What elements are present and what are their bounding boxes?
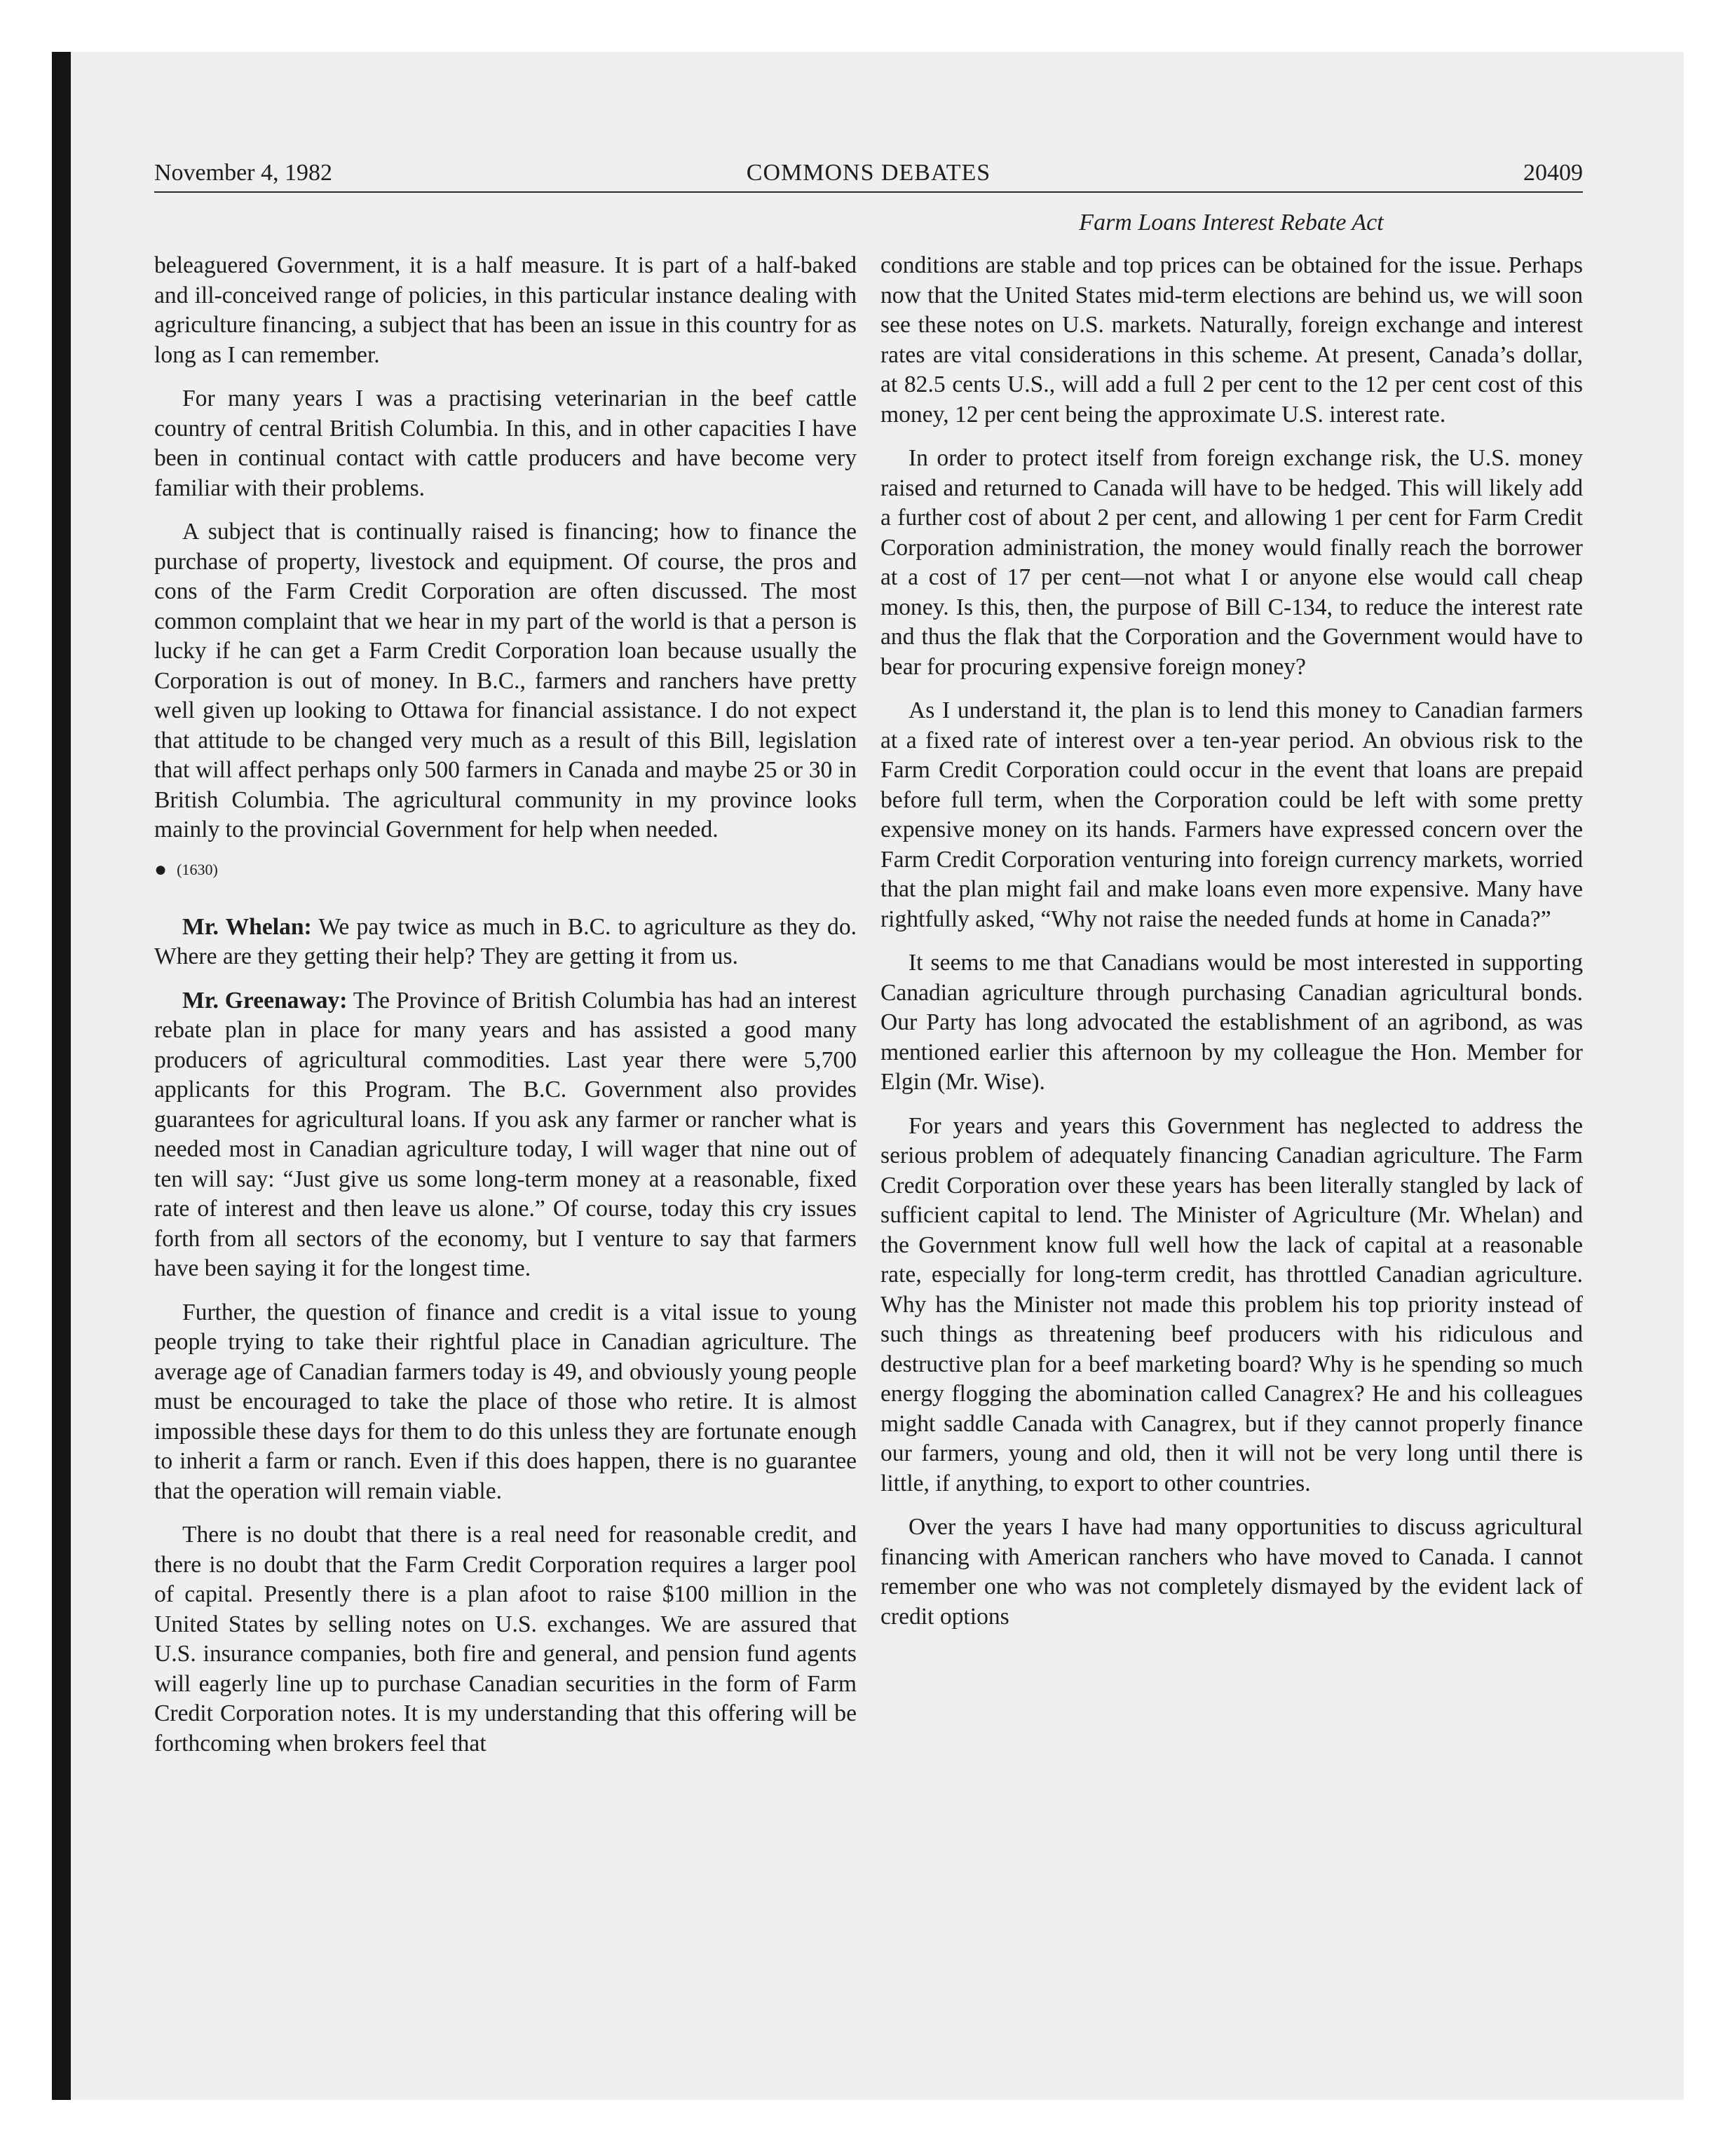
paragraph: conditions are stable and top prices can be obtained for the issue. Perhaps now that the United States mid-term elections are behind us, we will soon see these notes on U.S. markets. Naturally, foreign exchange and interest rates are vital considerations in this scheme. At present, Canada’s dollar, at 82.5 cents U.S., will add a full 2 per cent to the 12 per cent cost of this money, 12 per cent being the approximate U.S. interest rate. [880,252,1583,428]
paragraph: A subject that is continually raised is financing; how to finance the purchase of property, livestock and equipment. Of course, the pros and cons of the Farm Credit Corporation are often discussed. The most common complaint that we hear in my part of the world is that a person is lucky if he can get a Farm Credit Corporation loan because usually the Corporation is out of money. In B.C., farmers and ranchers have pretty well given up looking to Ottawa for financial assistance. I do not expect that attitude to be changed very much as a result of this Bill, legislation that will affect perhaps only 500 farmers in Canada and maybe 25 or 30 in British Columbia. The agricultural community in my province looks mainly to the provincial Government for help when needed. [154,519,857,842]
speech-text: We pay twice as much in B.C. to agriculture as they do. Where are they getting their help? They are getting it from us. [154,913,857,969]
speaker-name: Mr. Greenaway: [182,987,348,1014]
speech-paragraph [154,986,857,1284]
left-column [154,251,857,1773]
paragraph: It seems to me that Canadians would be most interested in supporting Canadian agriculture through purchasing Canadian agricultural bonds. Our Party has long advocated the establishment of an agribond, as was mentioned earlier this afternoon by my colleague the Hon. Member for Elgin (Mr. Wise). [880,950,1583,1095]
header-date: November 4, 1982 [154,160,333,186]
paragraph: As I understand it, the plan is to lend this money to Canadian farmers at a fixed rate of interest over a ten-year period. An obvious risk to the Farm Credit Corporation could occur in the event that loans are prepaid before full term, when the Corporation could be left with some pretty expensive money on its hands. Farmers have expressed concern over the Farm Credit Corporation venturing into foreign currency markets, worried that the plan might fail and make loans even more expensive. Many have rightfully asked, “Why not raise the needed funds at home in Canada?” [880,697,1583,932]
paragraph: Further, the question of finance and credit is a vital issue to young people trying to take their rightful place in Canadian agriculture. The average age of Canadian farmers today is 49, and obviously young people must be encouraged to take the place of those who retire. It is almost impossible these days for them to do this unless they are fortunate enough to inherit a farm or ranch. Even if this does happen, there is no guarantee that the operation will remain viable. [154,1299,857,1504]
bullet-icon: ● [154,857,168,881]
paragraph: In order to protect itself from foreign exchange risk, the U.S. money raised and returned to Canada will have to be hedged. This will likely add a further cost of about 2 per cent, and allowing 1 per cent for Farm Credit Corporation administration, the money would finally reach the borrower at a cost of 17 per cent—not what I or anyone else would call cheap money. Is this, then, the purpose of Bill C-134, to reduce the interest rate and thus the flak that the Corporation and the Government would have to bear for procuring expensive foreign money? [880,445,1583,680]
paragraph: There is no doubt that there is a real need for reasonable credit, and there is no doubt that the Farm Credit Corporation requires a larger pool of capital. Presently there is a plan afoot to raise $100 million in the United States by selling notes on U.S. exchanges. We are assured that U.S. insurance companies, both fire and general, and pension fund agents will eagerly line up to purchase Canadian securities in the form of Farm Credit Corporation notes. It is my understanding that this offering will be forthcoming when brokers feel that [154,1522,857,1756]
time-marker [154,859,857,880]
paragraph: For years and years this Government has neglected to address the serious problem of adequately financing Canadian agriculture. The Farm Credit Corporation over these years has been literally stangled by lack of sufficient capital to lend. The Minister of Agriculture (Mr. Whelan) and the Government know full well how the lack of capital at a reasonable rate, especially for long-term credit, has throttled Canadian agriculture. Why has the Minister not made this problem his top priority instead of such things as threatening beef producers with his ridiculous and destructive plan for a beef marketing board? Why is he spending so much energy flogging the abomination called Canagrex? He and his colleagues might saddle Canada with Canagrex, but if they cannot properly finance our farmers, young and old, then it will not be very long until there is little, if anything, to export to other countries. [880,1112,1583,1496]
speech-text: The Province of British Columbia has had an interest rebate plan in place for many years and has assisted a good many producers of agricultural commodities. Last year there were 5,700 applicants for this Program. The B.C. Government also provides guarantees for agricultural loans. If you ask any farmer or rancher what is needed most in Canadian agriculture today, I will wager that nine out of ten will say: “Just give us some long-term money at a reasonable, fixed rate of interest and then leave us alone.” Of course, today this cry issues forth from all sectors of the economy, but I venture to say that farmers have been saying it for the longest time. [154,987,857,1281]
speaker-name: Mr. Whelan: [182,913,312,940]
running-head: Farm Loans Interest Rebate Act [1079,210,1384,236]
right-column [880,251,1583,1646]
header-page-number: 20409 [1523,160,1583,186]
time-marker-text: (1630) [177,860,218,878]
paragraph: beleaguered Government, it is a half measure. It is part of a half-baked and ill-conceived range of policies, in this particular instance dealing with agriculture financing, a subject that has been an issue in this country for as long as I can remember. [154,252,857,368]
header-publication: COMMONS DEBATES [746,160,991,186]
binding-edge [52,52,71,2100]
paragraph: For many years I was a practising veterinarian in the beef cattle country of central British Columbia. In this, and in other capacities I have been in continual contact with cattle producers and have become very familiar with their problems. [154,386,857,501]
speech-paragraph [154,913,857,972]
paragraph: Over the years I have had many opportunities to discuss agricultural financing with American ranchers who have moved to Canada. I cannot remember one who was not completely dismayed by the evident lack of credit options [880,1514,1583,1630]
page-header [154,158,1583,193]
